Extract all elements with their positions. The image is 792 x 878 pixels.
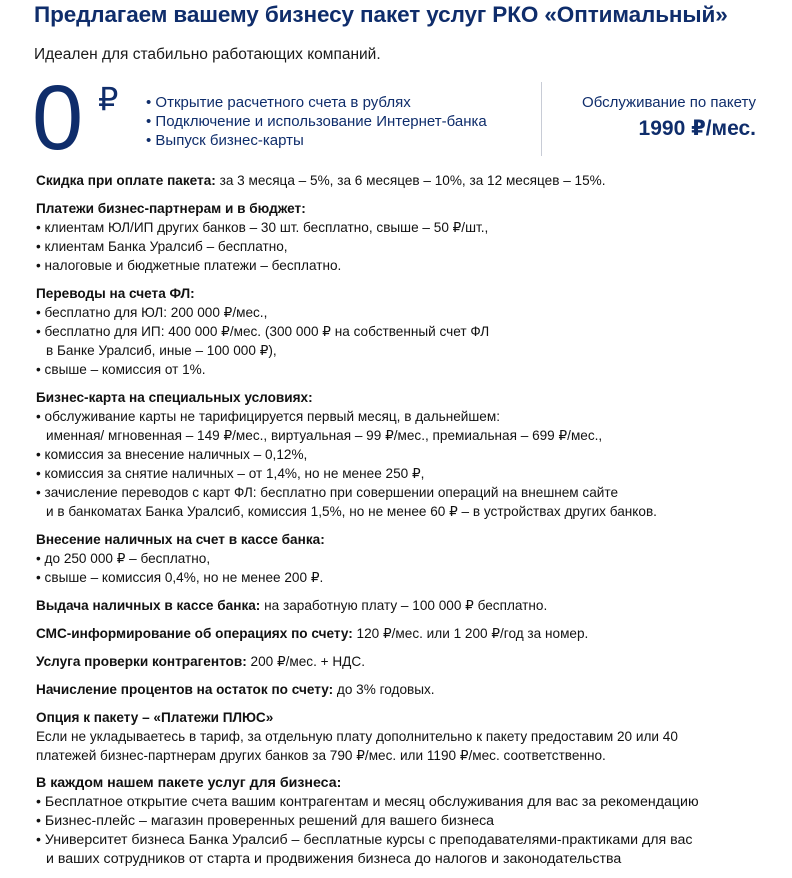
list-item: • бесплатно для ИП: 400 000 ₽/мес. (300 000 ₽ на собственный счет ФЛ	[36, 322, 776, 341]
list-item-continuation: в Банке Уралсиб, иные – 100 000 ₽),	[46, 343, 277, 358]
transfers-section	[36, 284, 776, 379]
page-title: Предлагаем вашему бизнесу пакет услуг РКО «Оптимальный»	[34, 2, 728, 27]
check-section	[36, 652, 776, 671]
transfers-heading: Переводы на счета ФЛ:	[36, 286, 195, 301]
page-subtitle: Идеален для стабильно работающих компаний.	[34, 46, 381, 63]
package-price: 1990 ₽/мес.	[638, 117, 756, 140]
list-item: • свыше – комиссия от 1%.	[36, 360, 776, 379]
promo-feature-list	[146, 93, 487, 150]
sms-label: СМС-информирование об операциях по счету:	[36, 626, 353, 641]
extras-section	[36, 774, 776, 869]
interest-label: Начисление процентов на остаток по счету:	[36, 682, 334, 697]
sms-section	[36, 624, 776, 643]
list-item: • налоговые и бюджетные платежи – бесплатно.	[36, 256, 776, 275]
divider	[541, 82, 542, 156]
withdrawal-section	[36, 596, 776, 615]
card-heading: Бизнес-карта на специальных условиях:	[36, 390, 313, 405]
card-section	[36, 388, 776, 521]
interest-section	[36, 680, 776, 699]
promo-price: 0	[32, 67, 84, 169]
discount-label: Скидка при оплате пакета:	[36, 173, 216, 188]
interest-text: до 3% годовых.	[333, 682, 435, 697]
list-item: • обслуживание карты не тарифицируется первый месяц, в дальнейшем:	[36, 407, 776, 426]
option-section	[36, 708, 776, 765]
deposit-section	[36, 530, 776, 587]
promo-feature: • Выпуск бизнес-карты	[146, 131, 487, 150]
option-text: платежей бизнес-партнерам других банков за 790 ₽/мес. или 1190 ₽/мес. соответственно.	[36, 748, 606, 763]
list-item: • Бесплатное открытие счета вашим контрагентам и месяц обслуживания для вас за рекомендацию	[36, 793, 776, 812]
list-item: • до 250 000 ₽ – бесплатно,	[36, 549, 776, 568]
list-item-continuation: и ваших сотрудников от старта и продвижения бизнеса до налогов и законодательства	[46, 851, 622, 867]
list-item-continuation: именная/ мгновенная – 149 ₽/мес., виртуальная – 99 ₽/мес., премиальная – 699 ₽/мес.,	[46, 428, 603, 443]
option-heading: Опция к пакету – «Платежи ПЛЮС»	[36, 710, 274, 725]
withdrawal-label: Выдача наличных в кассе банка:	[36, 598, 261, 613]
package-label: Обслуживание по пакету	[582, 94, 756, 111]
extras-heading: В каждом нашем пакете услуг для бизнеса:	[36, 775, 342, 791]
list-item: • комиссия за снятие наличных – от 1,4%, но не менее 250 ₽,	[36, 464, 776, 483]
discount-text: за 3 месяца – 5%, за 6 месяцев – 10%, за 12 месяцев – 15%.	[215, 173, 606, 188]
option-text: Если не укладываетесь в тариф, за отдельную плату дополнительно к пакету предоставим 20 или 40	[36, 729, 678, 744]
withdrawal-text: на заработную плату – 100 000 ₽ бесплатно.	[260, 598, 548, 613]
list-item: • свыше – комиссия 0,4%, но не менее 200 ₽.	[36, 568, 776, 587]
list-item: • Университет бизнеса Банка Уралсиб – бесплатные курсы с преподавателями-практиками для вас	[36, 831, 776, 850]
discount-section	[36, 171, 776, 190]
promo-currency: ₽	[98, 81, 119, 117]
check-text: 200 ₽/мес. + НДС.	[246, 654, 365, 669]
list-item: • Бизнес-плейс – магазин проверенных решений для вашего бизнеса	[36, 812, 776, 831]
check-label: Услуга проверки контрагентов:	[36, 654, 247, 669]
list-item: • клиентам Банка Уралсиб – бесплатно,	[36, 237, 776, 256]
sms-text: 120 ₽/мес. или 1 200 ₽/год за номер.	[352, 626, 589, 641]
list-item: • бесплатно для ЮЛ: 200 000 ₽/мес.,	[36, 303, 776, 322]
promo-feature: • Подключение и использование Интернет-банка	[146, 112, 487, 131]
tariff-details	[36, 171, 776, 878]
list-item-continuation: и в банкоматах Банка Уралсиб, комиссия 1,5%, но не менее 60 ₽ – в устройствах других банков.	[46, 504, 657, 519]
payments-section	[36, 199, 776, 275]
promo-feature: • Открытие расчетного счета в рублях	[146, 93, 487, 112]
payments-heading: Платежи бизнес-партнерам и в бюджет:	[36, 201, 306, 216]
deposit-heading: Внесение наличных на счет в кассе банка:	[36, 532, 325, 547]
list-item: • зачисление переводов с карт ФЛ: бесплатно при совершении операций на внешнем сайте	[36, 483, 776, 502]
list-item: • клиентам ЮЛ/ИП других банков – 30 шт. бесплатно, свыше – 50 ₽/шт.,	[36, 218, 776, 237]
list-item: • комиссия за внесение наличных – 0,12%,	[36, 445, 776, 464]
